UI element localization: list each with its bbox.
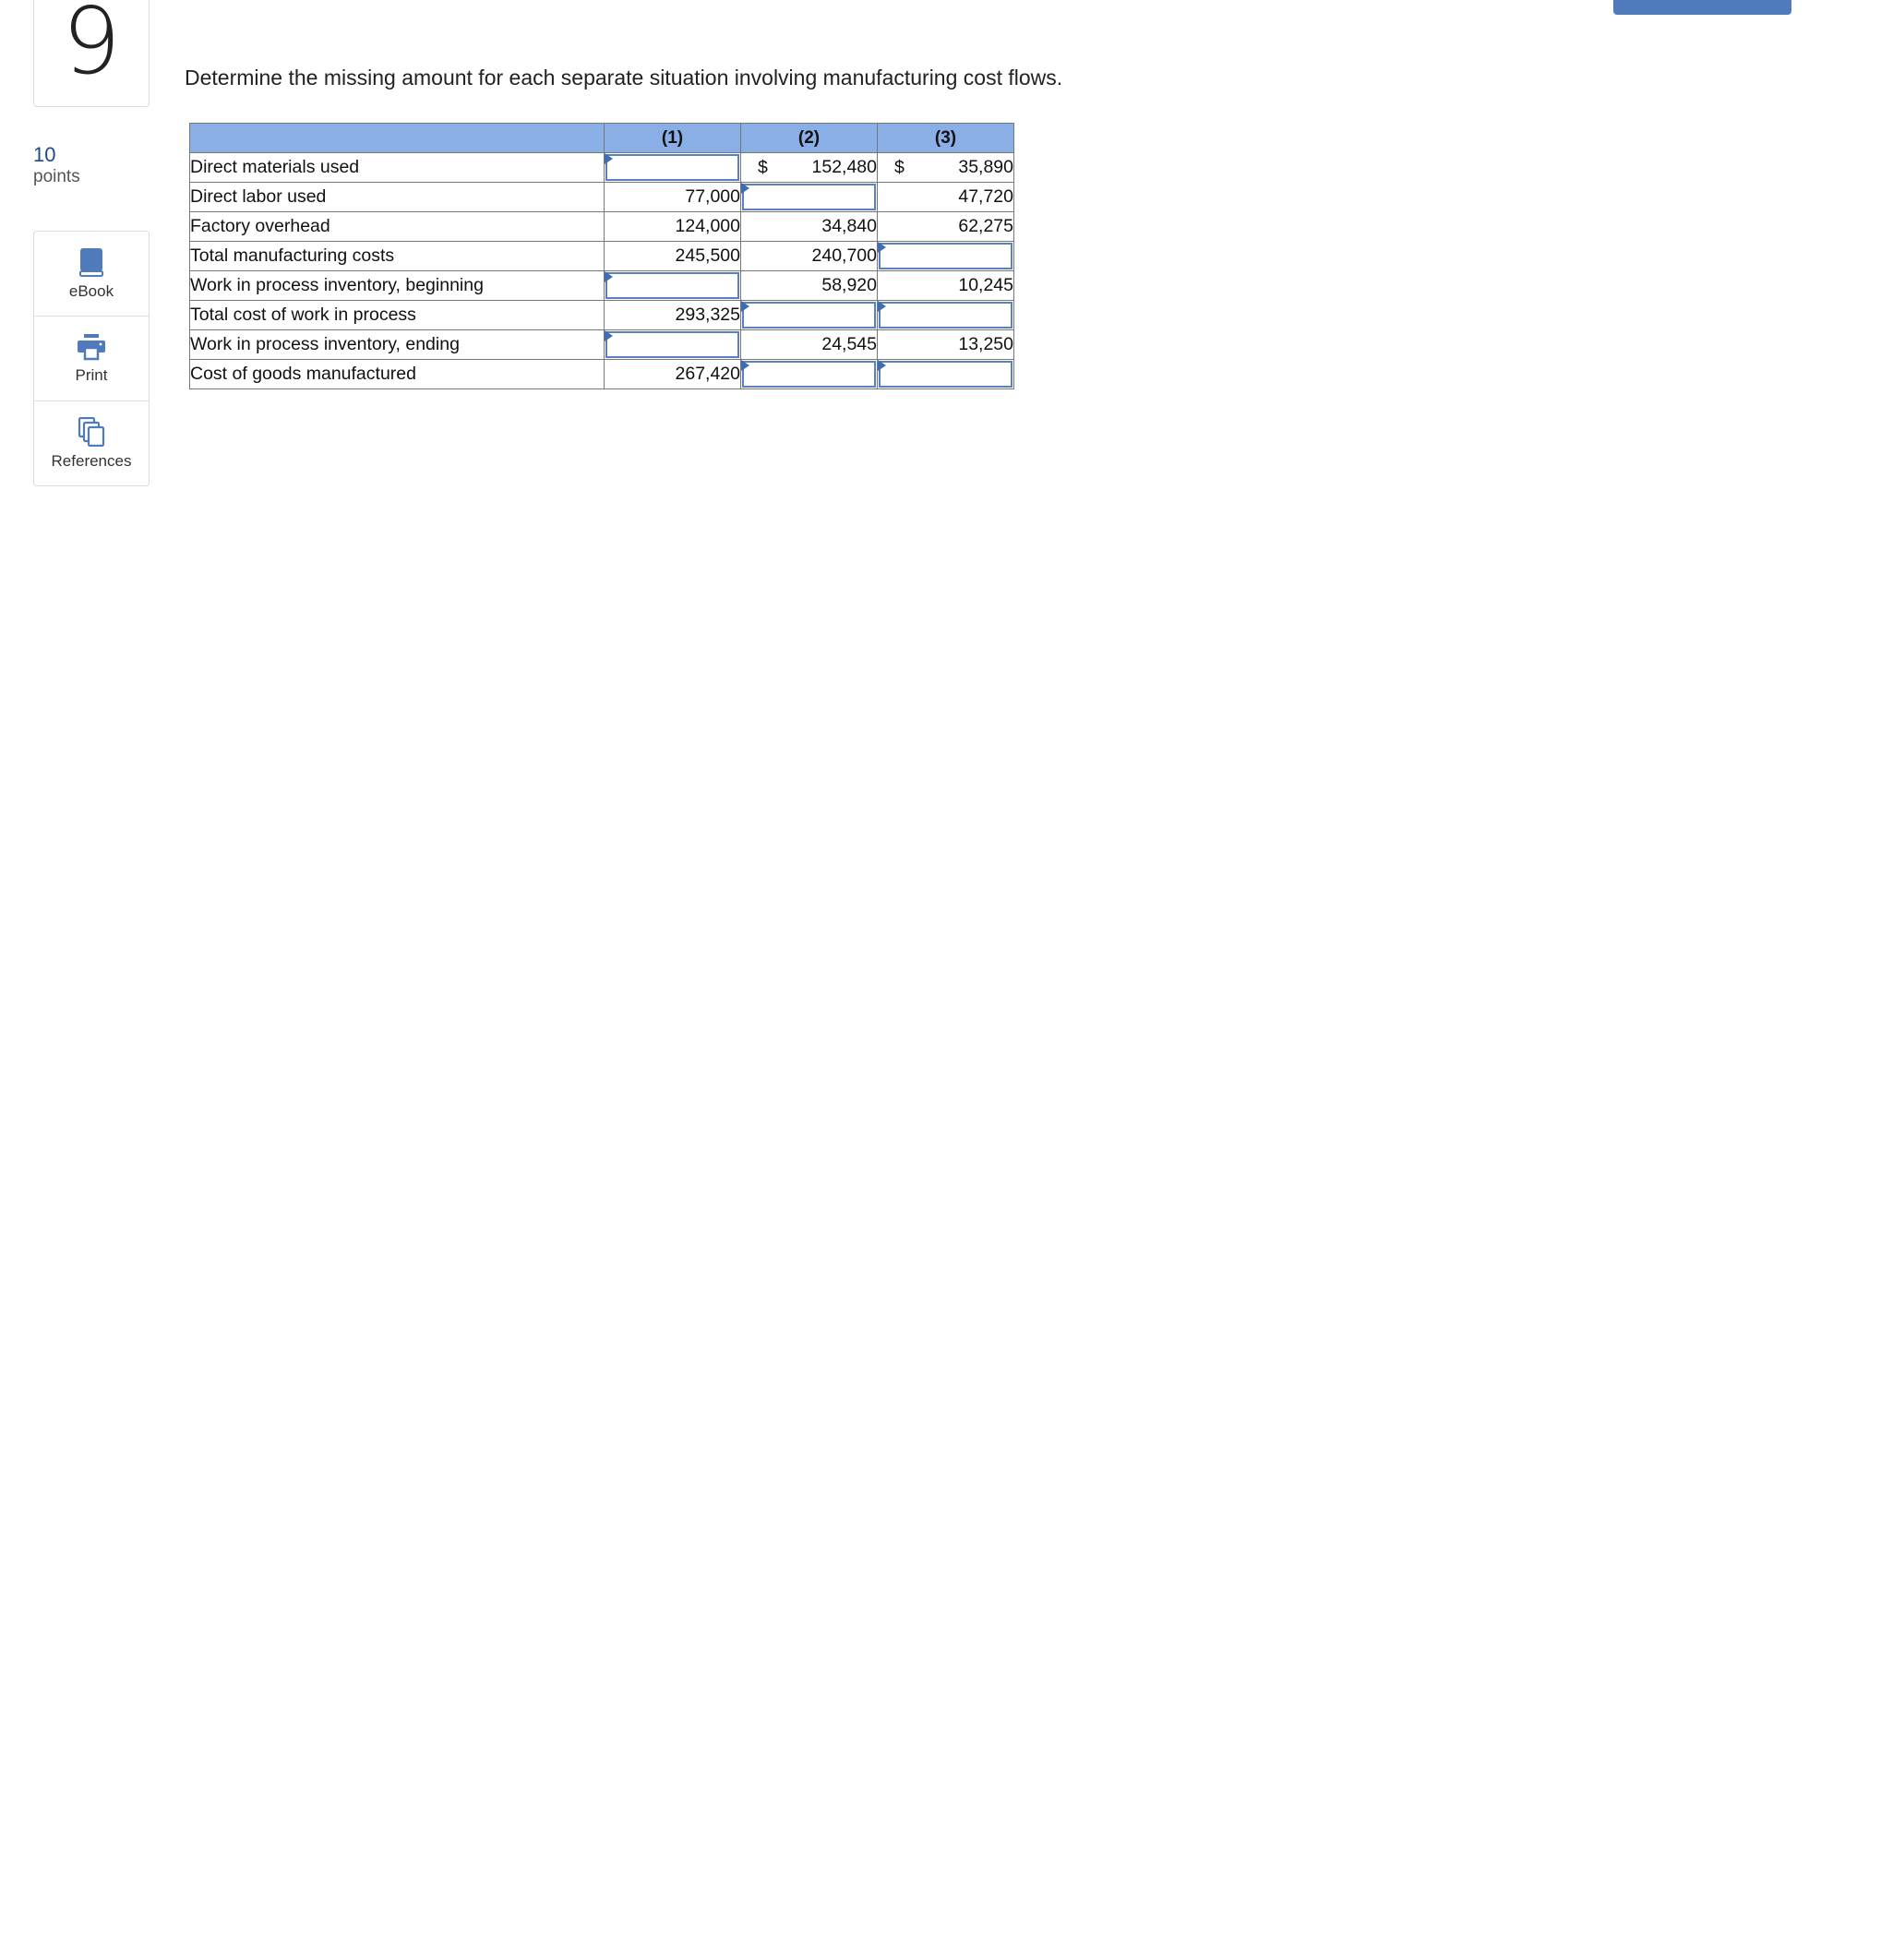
row-label: Work in process inventory, beginning bbox=[190, 271, 605, 301]
answer-field[interactable] bbox=[879, 302, 1012, 329]
answer-field[interactable] bbox=[742, 184, 876, 210]
value-cell-col-3 bbox=[878, 271, 1014, 301]
ebook-button[interactable] bbox=[34, 232, 149, 317]
answer-input-col-1[interactable] bbox=[605, 330, 741, 360]
value-cell-col-1 bbox=[605, 301, 741, 330]
question-prompt: Determine the missing amount for each separate situation involving manufacturing cost flows. bbox=[185, 66, 1063, 90]
printer-icon bbox=[77, 333, 106, 361]
answer-input-col-1[interactable] bbox=[605, 271, 741, 301]
input-marker-icon bbox=[605, 271, 613, 282]
input-marker-icon bbox=[878, 242, 886, 253]
cell-value: 10,245 bbox=[958, 275, 1013, 295]
cell-value: 47,720 bbox=[958, 186, 1013, 207]
answer-field[interactable] bbox=[879, 243, 1012, 269]
row-label: Cost of goods manufactured bbox=[190, 360, 605, 389]
table-row bbox=[190, 183, 1014, 212]
answer-input-col-3[interactable] bbox=[878, 242, 1014, 271]
value-cell-col-2 bbox=[741, 242, 878, 271]
table-row bbox=[190, 360, 1014, 389]
row-label: Total manufacturing costs bbox=[190, 242, 605, 271]
row-label: Total cost of work in process bbox=[190, 301, 605, 330]
value-cell-col-2 bbox=[741, 212, 878, 242]
input-marker-icon bbox=[605, 153, 613, 164]
input-marker-icon bbox=[878, 301, 886, 312]
input-marker-icon bbox=[741, 360, 749, 371]
cell-value: 267,420 bbox=[675, 364, 740, 384]
cell-value: 124,000 bbox=[675, 216, 740, 236]
references-button[interactable] bbox=[34, 401, 149, 485]
table-row bbox=[190, 271, 1014, 301]
answer-input-col-1[interactable] bbox=[605, 153, 741, 183]
value-cell-col-3 bbox=[878, 183, 1014, 212]
value-cell-col-1 bbox=[605, 212, 741, 242]
answer-input-col-2[interactable] bbox=[741, 360, 878, 389]
print-button[interactable] bbox=[34, 317, 149, 401]
question-number-box bbox=[33, 0, 150, 107]
input-marker-icon bbox=[741, 183, 749, 194]
value-cell-col-2 bbox=[741, 271, 878, 301]
value-cell-col-3 bbox=[878, 330, 1014, 360]
answer-field[interactable] bbox=[742, 361, 876, 388]
cell-value: 245,500 bbox=[675, 245, 740, 266]
value-cell-col-1 bbox=[605, 183, 741, 212]
value-cell-col-2 bbox=[741, 153, 878, 183]
answer-field[interactable] bbox=[605, 154, 739, 181]
answer-field[interactable] bbox=[879, 361, 1012, 388]
table-row bbox=[190, 330, 1014, 360]
table-header-row bbox=[190, 124, 1014, 153]
row-label: Direct labor used bbox=[190, 183, 605, 212]
header-label bbox=[190, 124, 605, 153]
points-value: 10 bbox=[33, 143, 56, 166]
ebook-label: eBook bbox=[68, 281, 114, 300]
answer-field[interactable] bbox=[605, 272, 739, 299]
references-label: References bbox=[51, 451, 132, 470]
header-situation-1: (1) bbox=[605, 124, 741, 153]
header-situation-3: (3) bbox=[878, 124, 1014, 153]
cell-value: 13,250 bbox=[958, 334, 1013, 354]
row-label: Work in process inventory, ending bbox=[190, 330, 605, 360]
input-marker-icon bbox=[741, 301, 749, 312]
cell-value: 58,920 bbox=[821, 275, 877, 295]
input-marker-icon bbox=[605, 330, 613, 341]
cell-value: 35,890 bbox=[958, 157, 1013, 177]
table-row bbox=[190, 153, 1014, 183]
value-cell-col-1 bbox=[605, 360, 741, 389]
currency-symbol: $ bbox=[894, 157, 905, 177]
currency-symbol: $ bbox=[758, 157, 768, 177]
copy-pages-icon bbox=[78, 417, 105, 447]
cell-value: 77,000 bbox=[685, 186, 740, 207]
row-label: Direct materials used bbox=[190, 153, 605, 183]
cost-flow-worksheet bbox=[189, 123, 1014, 389]
answer-field[interactable] bbox=[742, 302, 876, 329]
value-cell-col-3 bbox=[878, 212, 1014, 242]
value-cell-col-1 bbox=[605, 242, 741, 271]
answer-field[interactable] bbox=[605, 331, 739, 358]
table-row bbox=[190, 242, 1014, 271]
input-marker-icon bbox=[878, 360, 886, 371]
cell-value: 293,325 bbox=[675, 305, 740, 325]
cell-value: 152,480 bbox=[811, 157, 877, 177]
answer-input-col-3[interactable] bbox=[878, 360, 1014, 389]
cell-value: 34,840 bbox=[821, 216, 877, 236]
answer-input-col-2[interactable] bbox=[741, 183, 878, 212]
row-label: Factory overhead bbox=[190, 212, 605, 242]
tools-panel bbox=[33, 231, 150, 486]
cell-value: 240,700 bbox=[811, 245, 877, 266]
points-label: points bbox=[33, 167, 80, 186]
table-row bbox=[190, 212, 1014, 242]
question-number: 9 bbox=[62, 0, 121, 95]
cell-value: 62,275 bbox=[958, 216, 1013, 236]
value-cell-col-2 bbox=[741, 330, 878, 360]
cell-value: 24,545 bbox=[821, 334, 877, 354]
header-situation-2: (2) bbox=[741, 124, 878, 153]
table-row bbox=[190, 301, 1014, 330]
book-icon bbox=[78, 247, 104, 277]
answer-input-col-3[interactable] bbox=[878, 301, 1014, 330]
answer-input-col-2[interactable] bbox=[741, 301, 878, 330]
top-action-button[interactable] bbox=[1613, 0, 1791, 15]
value-cell-col-3 bbox=[878, 153, 1014, 183]
print-label: Print bbox=[75, 365, 108, 384]
